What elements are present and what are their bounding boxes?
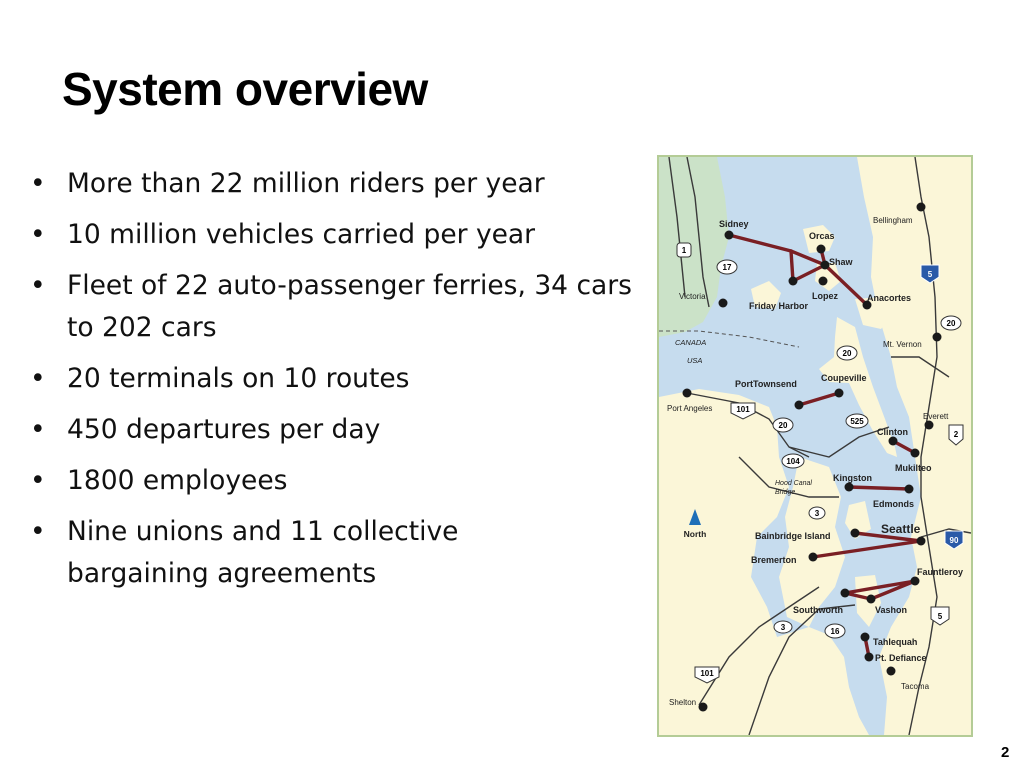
- lopez-label: Lopez: [812, 291, 838, 301]
- victoria-dot: [719, 299, 728, 308]
- svg-text:3: 3: [814, 509, 820, 518]
- bullet-item: [30, 265, 642, 349]
- fauntleroy-dot: [911, 577, 920, 586]
- bullet-item: [30, 460, 630, 502]
- tacoma-dot: [887, 667, 896, 676]
- bullet-text: 10 million vehicles carried per year: [67, 219, 536, 250]
- clinton-label: Clinton: [877, 427, 908, 437]
- fauntleroy-label: Fauntleroy: [917, 567, 964, 577]
- ferry-route-map: [657, 155, 973, 737]
- hood-canal-bridge-label: Bridge: [775, 489, 796, 496]
- bullet-item: [30, 358, 630, 400]
- hwy1-shield: [677, 243, 691, 257]
- everett-label: Everett: [923, 412, 949, 421]
- svg-text:5: 5: [927, 270, 933, 279]
- orcas-dot: [817, 245, 826, 254]
- bullet-symbol: •: [30, 270, 46, 301]
- hwy525-shield: [846, 414, 868, 428]
- tahlequah-dot: [861, 633, 870, 642]
- bullet-symbol: •: [30, 219, 46, 250]
- hwy3-north-shield: [809, 507, 825, 519]
- svg-text:1: 1: [681, 246, 687, 255]
- svg-text:16: 16: [830, 627, 840, 636]
- edmonds-label: Edmonds: [873, 499, 915, 509]
- hwy16-shield: [825, 624, 845, 638]
- hwy104-shield: [782, 454, 804, 468]
- bullet-text: 450 departures per day: [67, 414, 381, 445]
- kingston-label: Kingston: [833, 473, 872, 483]
- shelton-label: Shelton: [669, 698, 697, 707]
- bullet-item: [30, 214, 630, 256]
- bullet-text: 20 terminals on 10 routes: [67, 363, 410, 394]
- hwy20-mid-shield: [837, 346, 857, 360]
- port-angeles-label: Port Angeles: [667, 404, 713, 413]
- svg-text:101: 101: [736, 405, 750, 414]
- port-angeles-dot: [683, 389, 692, 398]
- mukilteo-label: Mukilteo: [895, 463, 932, 473]
- lopez-dot: [819, 277, 828, 286]
- pt-defiance-label: Pt. Defiance: [875, 653, 927, 663]
- bullet-text: 1800 employees: [67, 465, 288, 496]
- bellingham-dot: [917, 203, 926, 212]
- bullet-text: Fleet of 22 auto-passenger ferries, 34 cars to 202 cars: [67, 270, 632, 343]
- page-number: 2: [1001, 744, 1010, 761]
- friday-harbor-dot: [789, 277, 798, 286]
- vashon-dot: [867, 595, 876, 604]
- bullet-text: More than 22 million riders per year: [67, 168, 545, 199]
- bullet-symbol: •: [30, 363, 46, 394]
- pt-defiance-dot: [865, 653, 874, 662]
- vashon-label: Vashon: [875, 605, 908, 615]
- north-label: North: [683, 529, 707, 539]
- coupeville-label: Coupeville: [821, 373, 867, 383]
- mt-vernon-dot: [933, 333, 942, 342]
- bainbridge-label: Bainbridge Island: [755, 531, 831, 541]
- sidney-label: Sidney: [719, 219, 749, 229]
- bullet-text: Nine unions and 11 collective bargaining agreements: [67, 516, 459, 589]
- svg-text:5: 5: [937, 612, 943, 621]
- svg-text:20: 20: [946, 319, 956, 328]
- sidney-dot: [725, 231, 734, 240]
- svg-text:20: 20: [842, 349, 852, 358]
- hwy3-south-shield: [774, 621, 792, 633]
- kingston-dot: [845, 483, 854, 492]
- orcas-label: Orcas: [809, 231, 835, 241]
- bullet-symbol: •: [30, 465, 46, 496]
- bremerton-label: Bremerton: [751, 555, 797, 565]
- hwy20-sw-shield: [773, 418, 793, 432]
- svg-text:90: 90: [949, 536, 959, 545]
- usa-label: USA: [687, 356, 703, 365]
- bainbridge-dot: [851, 529, 860, 538]
- bullet-item: [30, 163, 630, 205]
- bullet-symbol: •: [30, 414, 46, 445]
- mt-vernon-label: Mt. Vernon: [883, 340, 922, 349]
- svg-text:20: 20: [778, 421, 788, 430]
- southworth-label: Southworth: [793, 605, 843, 615]
- bremerton-dot: [809, 553, 818, 562]
- coupeville-dot: [835, 389, 844, 398]
- route-kingston-edmonds: [849, 487, 909, 489]
- port-townsend-dot: [795, 401, 804, 410]
- svg-text:2: 2: [953, 430, 959, 439]
- bullet-symbol: •: [30, 168, 46, 199]
- victoria-label: Victoria: [679, 292, 706, 301]
- clinton-dot: [889, 437, 898, 446]
- shelton-dot: [699, 703, 708, 712]
- port-townsend-label: PortTownsend: [735, 379, 797, 389]
- svg-text:3: 3: [780, 623, 786, 632]
- bellingham-label: Bellingham: [873, 216, 913, 225]
- seattle-dot: [917, 537, 926, 546]
- mukilteo-dot: [911, 449, 920, 458]
- canada-label: CANADA: [675, 338, 707, 347]
- bullet-item: [30, 409, 630, 451]
- slide-title: System overview: [62, 63, 428, 115]
- svg-text:525: 525: [850, 417, 864, 426]
- svg-text:17: 17: [722, 263, 732, 272]
- shaw-label: Shaw: [829, 257, 853, 267]
- southworth-dot: [841, 589, 850, 598]
- seattle-label: Seattle: [881, 522, 921, 536]
- bullet-symbol: •: [30, 516, 46, 547]
- tahlequah-label: Tahlequah: [873, 637, 918, 647]
- anacortes-label: Anacortes: [867, 293, 912, 303]
- everett-dot: [925, 421, 934, 430]
- svg-text:101: 101: [700, 669, 714, 678]
- bullet-list: [30, 163, 630, 604]
- bullet-item: [30, 511, 547, 595]
- hwy17-shield: [717, 260, 737, 274]
- edmonds-dot: [905, 485, 914, 494]
- svg-text:104: 104: [786, 457, 800, 466]
- hood-canal-label: Hood Canal: [775, 480, 812, 487]
- hwy20-ne-shield: [941, 316, 961, 330]
- friday-harbor-label: Friday Harbor: [749, 301, 809, 311]
- tacoma-label: Tacoma: [901, 682, 930, 691]
